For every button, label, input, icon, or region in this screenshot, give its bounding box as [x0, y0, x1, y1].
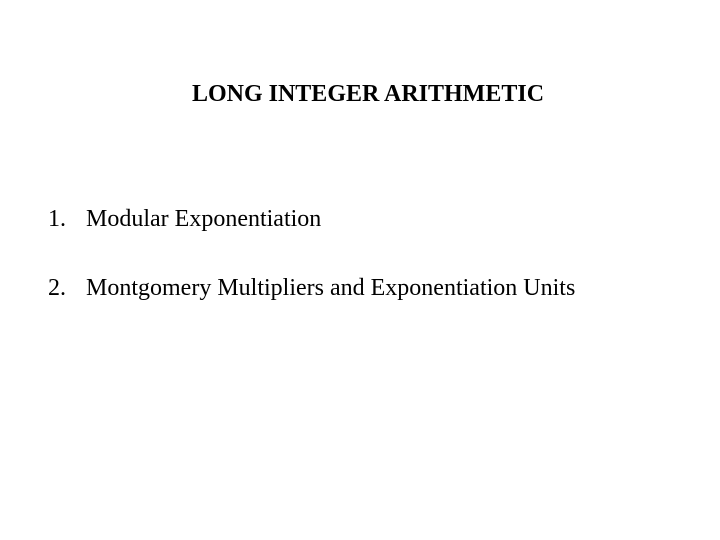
list-item-number: 1. [48, 206, 66, 232]
list-item-number: 2. [48, 275, 66, 301]
list-item-text: Modular Exponentiation [86, 206, 322, 232]
list-item [48, 203, 321, 235]
list-item [48, 272, 575, 304]
list-item-text: Montgomery Multipliers and Exponentiation Units [86, 275, 576, 301]
slide-title: LONG INTEGER ARITHMETIC [191, 81, 545, 107]
